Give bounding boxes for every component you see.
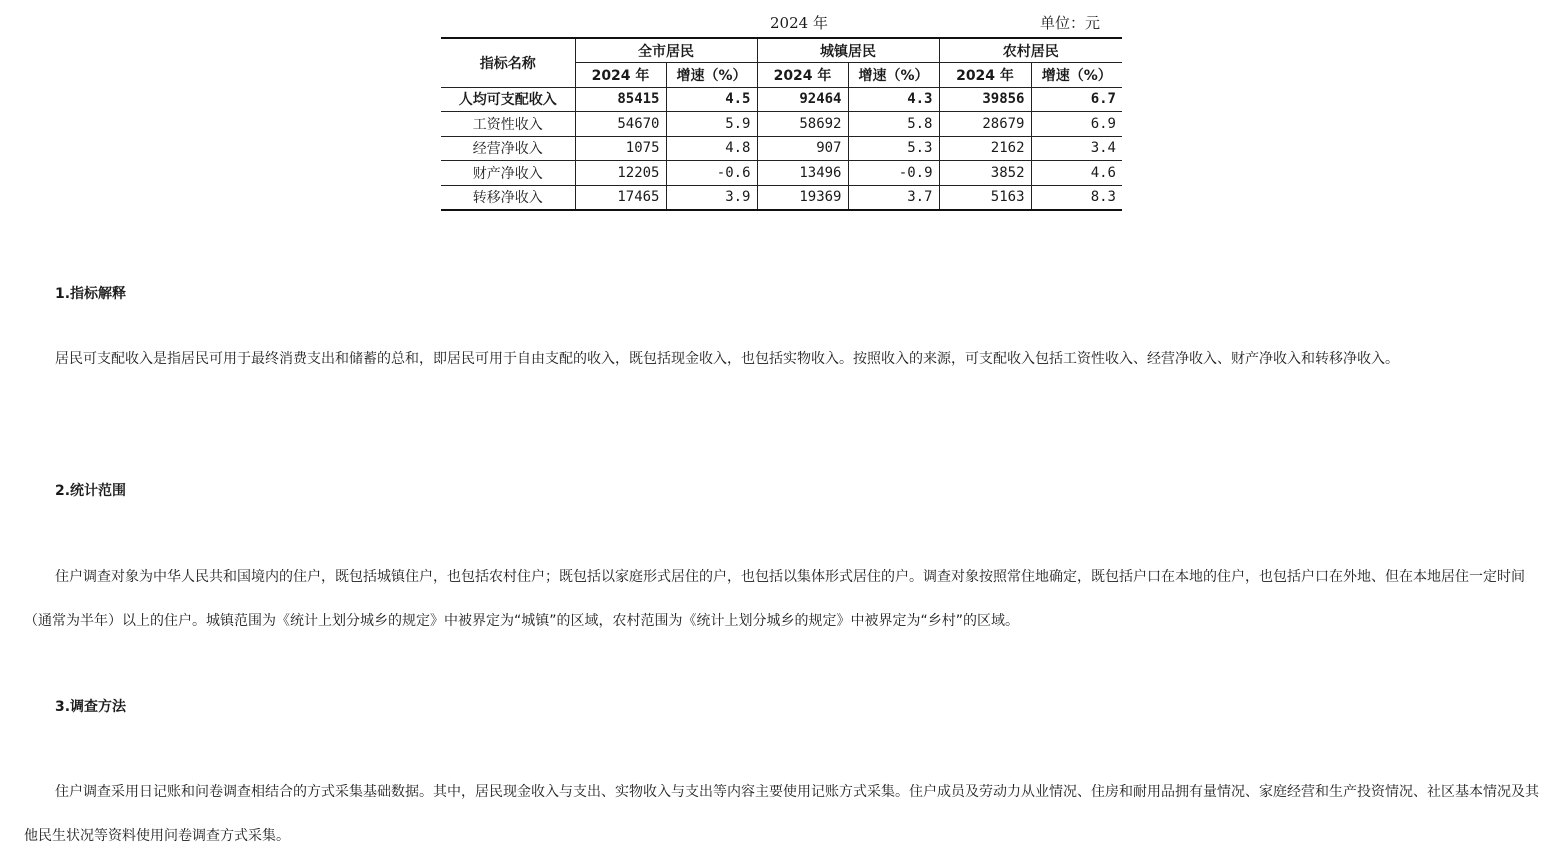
income-table <box>441 37 1122 211</box>
cell-value: 3.4 <box>1031 136 1122 161</box>
cell-value: 907 <box>757 136 848 161</box>
cell-value: 58692 <box>757 112 848 137</box>
cell-value: 17465 <box>575 185 666 210</box>
subheader-year: 2024 年 <box>575 63 666 88</box>
table-row <box>441 136 1122 161</box>
table-caption <box>441 12 1122 34</box>
header-indicator-name: 指标名称 <box>441 38 575 87</box>
cell-value: -0.6 <box>666 161 757 186</box>
row-label: 经营净收入 <box>441 136 575 161</box>
subheader-growth: 增速（%） <box>848 63 939 88</box>
cell-value: 3.9 <box>666 185 757 210</box>
subheader-year: 2024 年 <box>757 63 848 88</box>
cell-value: 2162 <box>939 136 1031 161</box>
section-title-survey-method: 3.调查方法 <box>55 699 127 715</box>
cell-value: 4.3 <box>848 87 939 112</box>
section-text-indicator-explanation: 居民可支配收入是指居民可用于最终消费支出和储蓄的总和，即居民可用于自由支配的收入，既包括现金收入，也包括实物收入。按照收入的来源，可支配收入包括工资性收入、经营净收入、财产净收入和转移净收入。 <box>55 351 1399 367</box>
cell-value: 5163 <box>939 185 1031 210</box>
cell-value: 5.3 <box>848 136 939 161</box>
cell-value: 85415 <box>575 87 666 112</box>
header-group-city: 全市居民 <box>575 38 757 63</box>
cell-value: 19369 <box>757 185 848 210</box>
section-title-statistical-scope: 2.统计范围 <box>55 483 127 499</box>
caption-year: 2024 年 <box>770 14 828 32</box>
cell-value: 3852 <box>939 161 1031 186</box>
table-row <box>441 87 1122 112</box>
cell-value: 1075 <box>575 136 666 161</box>
cell-value: 92464 <box>757 87 848 112</box>
subheader-growth: 增速（%） <box>1031 63 1122 88</box>
cell-value: 6.9 <box>1031 112 1122 137</box>
cell-value: 13496 <box>757 161 848 186</box>
section-text-survey-method: 住户调查采用日记账和问卷调查相结合的方式采集基础数据。其中，居民现金收入与支出、实物收入与支出等内容主要使用记账方式采集。住户成员及劳动力从业情况、住房和耐用品拥有量情况、家庭经营和生产投资情况、社区基本情况及其他民生状况等资料使用问卷调查方式采集。 <box>24 784 1539 844</box>
row-label: 工资性收入 <box>441 112 575 137</box>
cell-value: 28679 <box>939 112 1031 137</box>
cell-value: 8.3 <box>1031 185 1122 210</box>
table-row <box>441 161 1122 186</box>
table-row <box>441 112 1122 137</box>
table-row <box>441 185 1122 210</box>
header-group-urban: 城镇居民 <box>757 38 939 63</box>
cell-value: 4.8 <box>666 136 757 161</box>
cell-value: 39856 <box>939 87 1031 112</box>
cell-value: 12205 <box>575 161 666 186</box>
cell-value: 6.7 <box>1031 87 1122 112</box>
row-label: 人均可支配收入 <box>441 87 575 112</box>
cell-value: 5.9 <box>666 112 757 137</box>
cell-value: 4.5 <box>666 87 757 112</box>
cell-value: 4.6 <box>1031 161 1122 186</box>
subheader-growth: 增速（%） <box>666 63 757 88</box>
cell-value: 5.8 <box>848 112 939 137</box>
section-text-statistical-scope: 住户调查对象为中华人民共和国境内的住户，既包括城镇住户，也包括农村住户；既包括以家庭形式居住的户，也包括以集体形式居住的户。调查对象按照常住地确定，既包括户口在本地的住户，也包括户口在外地、但在本地居住一定时间（通常为半年）以上的住户。城镇范围为《统计上划分城乡的规定》中被界定为“城镇”的区域，农村范围为《统计上划分城乡的规定》中被界定为“乡村”的区域。 <box>24 569 1525 629</box>
header-group-rural: 农村居民 <box>939 38 1122 63</box>
cell-value: 54670 <box>575 112 666 137</box>
caption-unit: 单位：元 <box>1039 14 1100 32</box>
subheader-year: 2024 年 <box>939 63 1031 88</box>
section-title-indicator-explanation: 1.指标解释 <box>55 286 127 302</box>
row-label: 财产净收入 <box>441 161 575 186</box>
cell-value: 3.7 <box>848 185 939 210</box>
row-label: 转移净收入 <box>441 185 575 210</box>
cell-value: -0.9 <box>848 161 939 186</box>
